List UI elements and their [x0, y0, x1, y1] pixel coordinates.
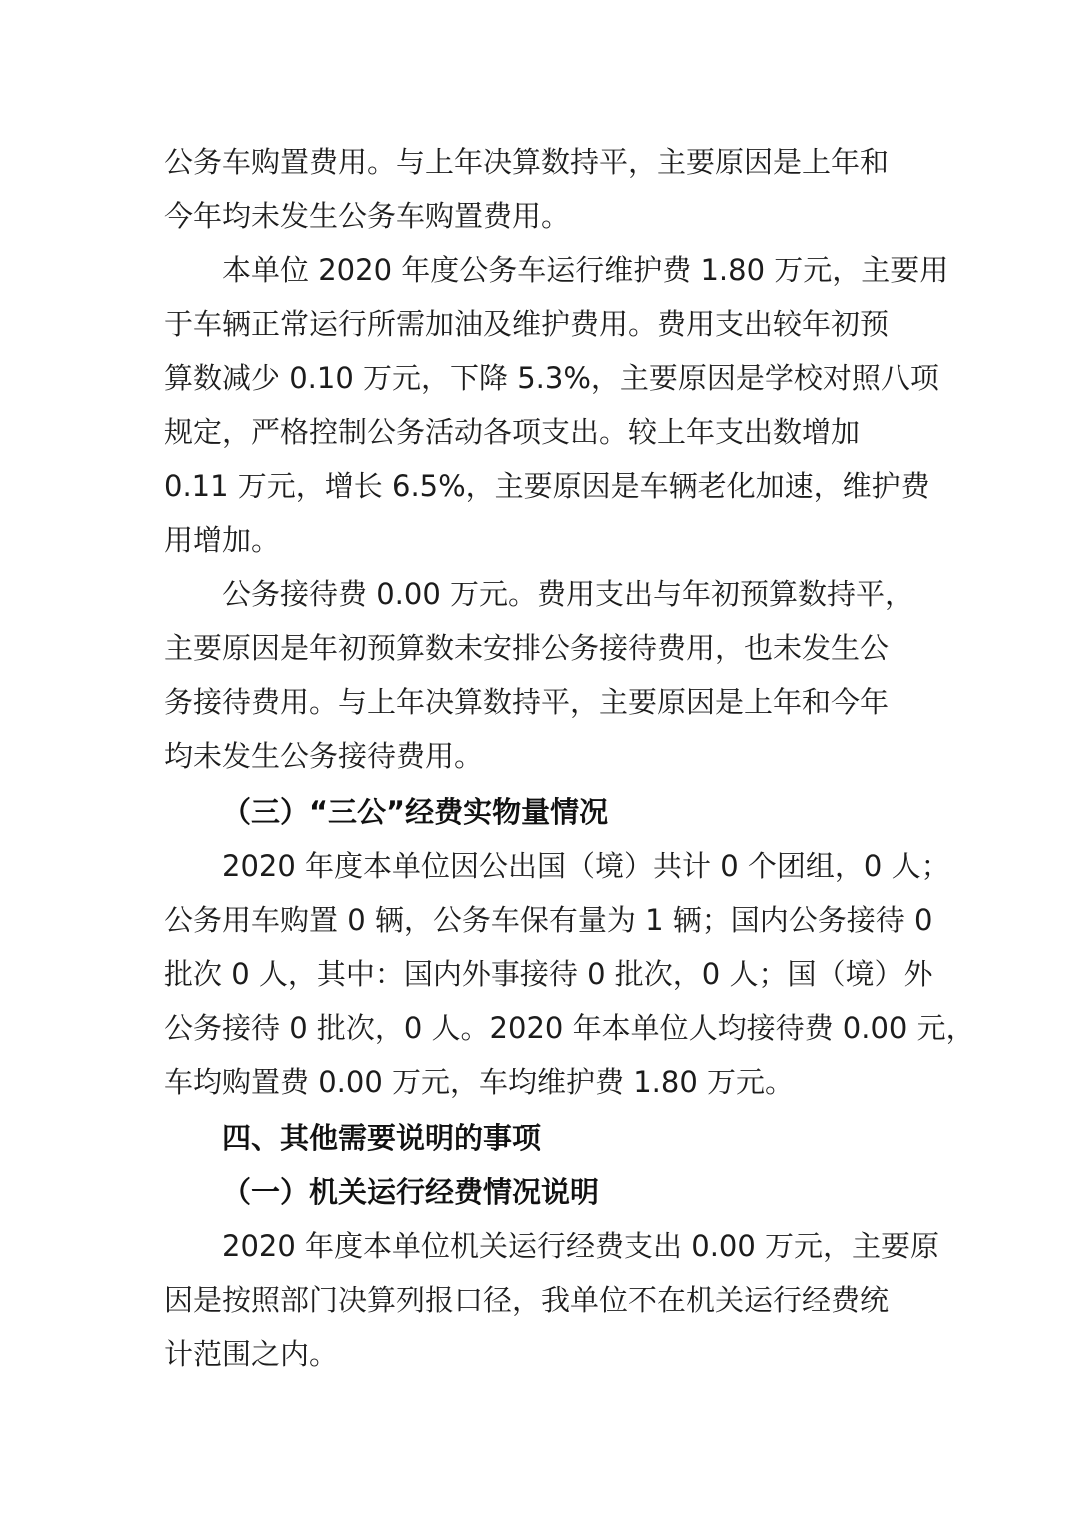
paragraph-line: 公务接待费 0.00 万元。费用支出与年初预算数持平， [222, 577, 915, 611]
paragraph-line: 务接待费用。与上年决算数持平，主要原因是上年和今年 [164, 685, 890, 719]
paragraph-line: 均未发生公务接待费用。 [164, 739, 484, 773]
paragraph-line: 主要原因是年初预算数未安排公务接待费用，也未发生公 [164, 631, 890, 665]
paragraph-line: 算数减少 0.10 万元，下降 5.3%，主要原因是学校对照八项 [164, 361, 939, 395]
paragraph-line: 规定，严格控制公务活动各项支出。较上年支出数增加 [164, 415, 861, 449]
paragraph-line: 车均购置费 0.00 万元，车均维护费 1.80 万元。 [164, 1065, 795, 1099]
paragraph-line: 本单位 2020 年度公务车运行维护费 1.80 万元，主要用 [222, 253, 949, 287]
paragraph-line: 公务接待 0 批次，0 人。2020 年本单位人均接待费 0.00 元， [164, 1011, 975, 1045]
paragraph-line: 公务用车购置 0 辆，公务车保有量为 1 辆；国内公务接待 0 [164, 903, 933, 937]
paragraph-line: 批次 0 人，其中：国内外事接待 0 批次，0 人；国（境）外 [164, 957, 933, 991]
paragraph-line: 0.11 万元，增长 6.5%，主要原因是车辆老化加速，维护费 [164, 469, 930, 503]
paragraph-line: 2020 年度本单位机关运行经费支出 0.00 万元，主要原 [222, 1229, 940, 1263]
paragraph-line: 用增加。 [164, 523, 281, 557]
paragraph-line: 于车辆正常运行所需加油及维护费用。费用支出较年初预 [164, 307, 890, 341]
section-heading: 四、其他需要说明的事项 [222, 1121, 542, 1155]
paragraph-line: 公务车购置费用。与上年决算数持平，主要原因是上年和 [164, 145, 890, 179]
paragraph-line: 计范围之内。 [164, 1337, 339, 1371]
paragraph-line: 2020 年度本单位因公出国（境）共计 0 个团组，0 人； [222, 849, 950, 883]
subsection-heading: （一）机关运行经费情况说明 [222, 1175, 600, 1209]
paragraph-line: 今年均未发生公务车购置费用。 [164, 199, 571, 233]
paragraph-line: 因是按照部门决算列报口径，我单位不在机关运行经费统 [164, 1283, 890, 1317]
section-heading: （三）“三公”经费实物量情况 [222, 795, 609, 829]
